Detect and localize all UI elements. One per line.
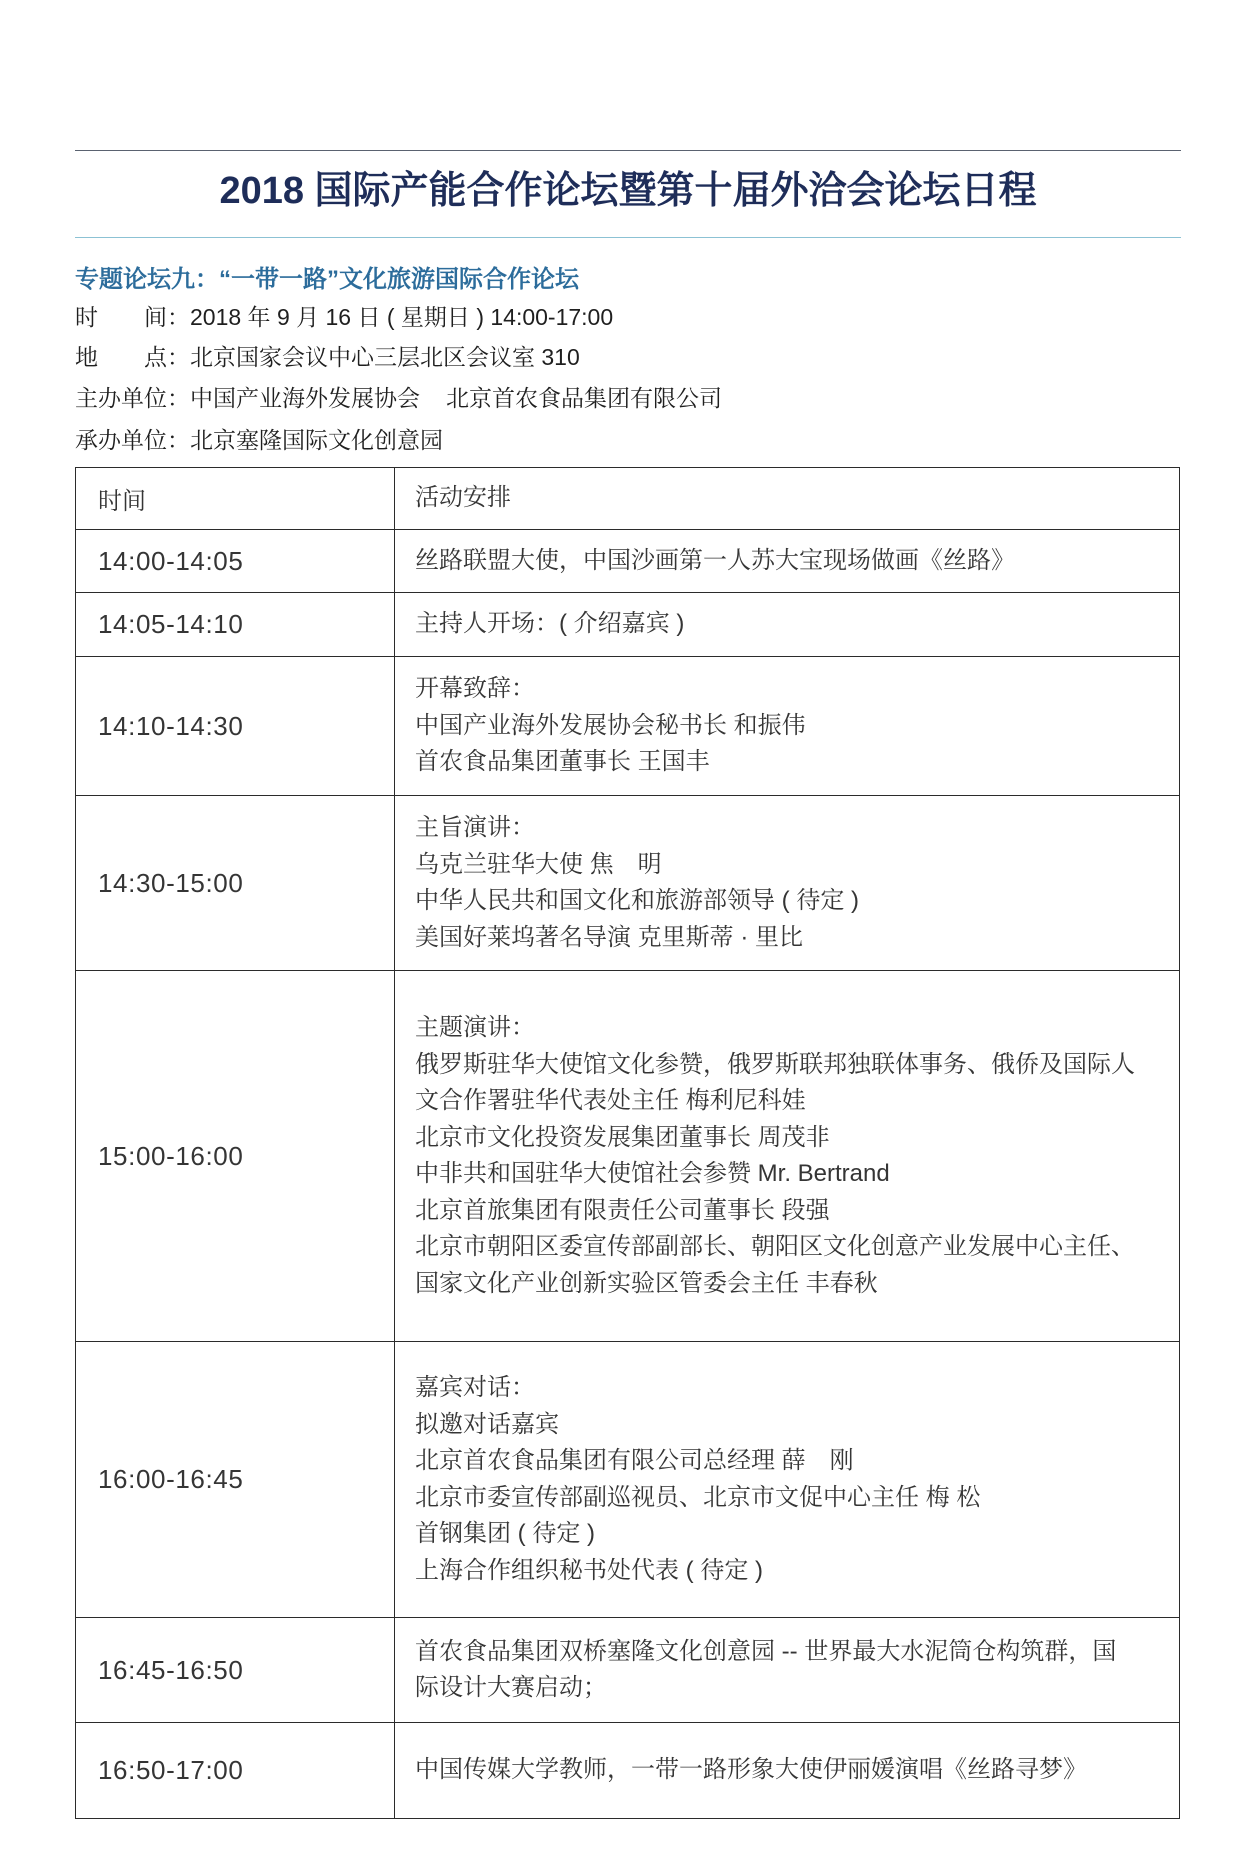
info-label: 承办单位：	[75, 427, 190, 453]
host-organization: 中国产业海外发展协会	[190, 385, 420, 411]
activity-line: 开幕致辞：	[415, 675, 535, 703]
activity-line: 主持人开场：( 介绍嘉宾 )	[415, 610, 685, 638]
schedule-activity	[395, 971, 1180, 1342]
schedule-row	[76, 593, 1180, 657]
schedule-time: 14:05-14:10	[76, 593, 395, 657]
info-hosts	[75, 383, 722, 413]
activity-line: 俄罗斯驻华大使馆文化参赞，俄罗斯联邦独联体事务、俄侨及国际人	[415, 1050, 1135, 1078]
activity-line: 嘉宾对话：	[415, 1374, 535, 1401]
info-label: 时 间：	[75, 304, 190, 330]
info-organizer	[75, 425, 443, 455]
schedule-time: 14:10-14:30	[76, 657, 395, 796]
activity-column-header: 活动安排	[395, 468, 1180, 530]
activity-line: 首农食品集团董事长 王国丰	[415, 748, 710, 776]
activity-line: 文合作署驻华代表处主任 梅利尼科娃	[415, 1087, 806, 1114]
activity-line: 拟邀对话嘉宾	[415, 1410, 559, 1438]
info-label: 地 点：	[75, 344, 190, 370]
activity-line: 北京市委宣传部副巡视员、北京市文促中心主任 梅 松	[415, 1483, 981, 1511]
activity-line: 主旨演讲：	[415, 814, 535, 841]
activity-line: 乌克兰驻华大使 焦 明	[415, 850, 662, 878]
info-label: 主办单位：	[75, 385, 190, 411]
schedule-header-row	[76, 468, 1180, 530]
schedule-row	[76, 657, 1180, 796]
info-venue	[75, 342, 580, 372]
activity-line: 际设计大赛启动；	[415, 1674, 607, 1701]
schedule-activity	[395, 530, 1180, 593]
schedule-time: 16:00-16:45	[76, 1342, 395, 1618]
schedule-row	[76, 1618, 1180, 1723]
activity-line: 首钢集团 ( 待定 )	[415, 1520, 595, 1547]
host-organization: 北京首农食品集团有限公司	[446, 385, 722, 411]
activity-line: 北京市文化投资发展集团董事长 周茂非	[415, 1123, 830, 1151]
activity-line: 北京市朝阳区委宣传部副部长、朝阳区文化创意产业发展中心主任、	[415, 1233, 1135, 1260]
activity-line: 北京首旅集团有限责任公司董事长 段强	[415, 1196, 830, 1224]
schedule-time: 16:50-17:00	[76, 1723, 395, 1819]
schedule-time: 16:45-16:50	[76, 1618, 395, 1723]
schedule-activity	[395, 1618, 1180, 1723]
activity-line: 中国传媒大学教师，一带一路形象大使伊丽媛演唱《丝路寻梦》	[415, 1756, 1087, 1784]
schedule-time: 14:30-15:00	[76, 796, 395, 971]
activity-line: 首农食品集团双桥塞隆文化创意园 -- 世界最大水泥筒仓构筑群，国	[415, 1637, 1117, 1665]
activity-line: 北京首农食品集团有限公司总经理 薛 刚	[415, 1447, 854, 1474]
activity-line: 美国好莱坞著名导演 克里斯蒂 · 里比	[415, 923, 803, 951]
info-value: 2018 年 9 月 16 日 ( 星期日 ) 14:00-17:00	[190, 304, 614, 330]
schedule-time: 15:00-16:00	[76, 971, 395, 1342]
activity-line: 中非共和国驻华大使馆社会参赞 Mr. Bertrand	[415, 1160, 890, 1187]
schedule-row	[76, 971, 1180, 1342]
activity-line: 国家文化产业创新实验区管委会主任 丰春秋	[415, 1269, 878, 1297]
schedule-activity	[395, 593, 1180, 657]
info-value: 北京塞隆国际文化创意园	[190, 427, 443, 453]
page-title: 2018 国际产能合作论坛暨第十届外洽会论坛日程	[219, 170, 1037, 212]
schedule-activity	[395, 1723, 1180, 1819]
info-value: 北京国家会议中心三层北区会议室 310	[190, 344, 580, 370]
schedule-table	[75, 467, 1180, 1819]
schedule-activity	[395, 657, 1180, 796]
activity-line: 上海合作组织秘书处代表 ( 待定 )	[415, 1556, 763, 1584]
activity-line: 中华人民共和国文化和旅游部领导 ( 待定 )	[415, 887, 859, 914]
forum-title: 专题论坛九：“一带一路”文化旅游国际合作论坛	[75, 266, 579, 293]
schedule-time: 14:00-14:05	[76, 530, 395, 593]
schedule-activity	[395, 796, 1180, 971]
title-divider	[75, 237, 1181, 238]
info-time	[75, 302, 613, 332]
schedule-row	[76, 1342, 1180, 1618]
schedule-activity	[395, 1342, 1180, 1618]
activity-line: 主题演讲：	[415, 1014, 535, 1041]
schedule-row	[76, 530, 1180, 593]
activity-line: 中国产业海外发展协会秘书长 和振伟	[415, 711, 806, 739]
top-divider	[75, 150, 1181, 151]
activity-line: 丝路联盟大使，中国沙画第一人苏大宝现场做画《丝路》	[415, 546, 1015, 574]
schedule-row	[76, 1723, 1180, 1819]
schedule-row	[76, 796, 1180, 971]
time-column-header: 时间	[76, 468, 395, 530]
